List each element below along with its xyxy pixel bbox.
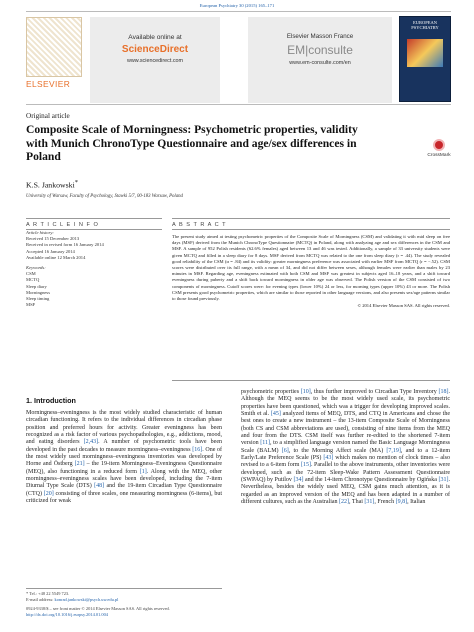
body-text: . Although the MEQ seems to be the most widely used scale, its psychometric properties have been questioned, which was a trigger for developing improved scales. Smith et al. <box>241 389 450 418</box>
body-text: . Parallel to the above instruments, other inventories were developed, such as the 72-item Sleep-Wake Pattern Assessment Questionnaire (SWPAQ) by Putilov <box>241 462 450 484</box>
body-text: consisting of three scales, one measuring morningness (6-items), but criticized for weak <box>26 490 222 505</box>
citation-link[interactable]: [20] <box>43 490 54 497</box>
citation-link[interactable]: [31] <box>438 477 449 484</box>
citation-link[interactable]: [18] <box>438 389 449 395</box>
abstract <box>172 234 450 309</box>
citation-link[interactable]: [11] <box>260 440 271 447</box>
body-text: , French <box>374 499 396 506</box>
article-info-heading: A R T I C L E I N F O <box>26 222 99 228</box>
cover-art <box>407 39 443 67</box>
keyword: MSF <box>26 302 36 308</box>
journal-reference[interactable] <box>0 3 474 8</box>
citation-link[interactable]: [15] <box>300 462 311 469</box>
citation-link[interactable]: [10] <box>300 389 311 395</box>
citation-link[interactable]: [31] <box>364 499 375 506</box>
body-text: , to the Morning Affect scale (MA) <box>288 447 387 454</box>
abstract-copyright: © 2014 Elsevier Masson SAS. All rights reserved. <box>357 303 450 309</box>
body-text: , to a simplified language version named the Basic Language Morningness Scale (BALM) <box>241 440 450 454</box>
divider <box>26 218 162 219</box>
corresponding-author-footnote <box>26 588 222 603</box>
intro-column-right <box>241 389 450 507</box>
em-publisher: Elsevier Masson France <box>286 33 354 40</box>
citation-link[interactable]: [21] <box>74 461 85 468</box>
body-text: and the 19-item Circadian Type Questionnaire (CTQ) <box>26 483 223 497</box>
emconsulte-banner[interactable] <box>248 17 392 103</box>
body-text: . One of the most widely used morningness–eveningness inventories was developed by Horne and Östberg <box>26 446 223 468</box>
citation-link[interactable]: [48] <box>94 483 105 490</box>
author-name: K.S. Jankowski <box>26 180 75 190</box>
body-text: psychometric properties <box>241 389 301 395</box>
sd-available-label: Available online at <box>128 34 182 41</box>
elsevier-wordmark: ELSEVIER <box>26 79 71 89</box>
em-name: EM|consulte <box>287 43 353 57</box>
intro-column-left <box>26 410 222 505</box>
author <box>26 179 78 190</box>
history-online: Available online 12 March 2014 <box>26 254 86 260</box>
body-text: , and to a 12-item Early/Late Preference Scale (PS) <box>241 447 450 462</box>
affiliation: University of Warsaw, Faculty of Psychology, Stawki 5/7, 00-183 Warsaw, Poland <box>26 194 183 199</box>
citation-link[interactable]: [6] <box>281 447 289 454</box>
body-text: , Thai <box>349 499 365 506</box>
keyword: Morningness <box>26 289 50 295</box>
citation-link[interactable]: [43] <box>323 455 334 462</box>
body-text: analyzed items of MEQ, DTS, and CTQ in Americans and chose the best ones to create a new instrument – the 13-item Composite Scale of Morningness (both CS and CSM abbreviations are used), consisting of nine items from the MEQ and four from the DTS. CSM itself was further re-edited to the shortened 7-item version <box>241 411 450 447</box>
keywords-label: Keywords: <box>26 265 46 271</box>
citation-link[interactable]: [45] <box>270 411 281 418</box>
sd-name: ScienceDirect <box>121 44 189 55</box>
journal-header <box>26 11 451 105</box>
body-text: . Nevertheless, besides the widely used MEQ, CSM gains much attention, as it is regarded as an improved version of the MEQ and has been adapted in a number of different cultures, such as the Australian <box>241 477 451 506</box>
body-text: , Italian <box>407 499 426 506</box>
elsevier-logo[interactable] <box>26 17 84 103</box>
citation-link[interactable]: [1] <box>139 468 147 475</box>
citation-link[interactable]: [9,8] <box>395 499 408 506</box>
article-info <box>26 230 162 308</box>
body-text: – the 19-item Morningness–Eveningness Questionnaire (MEQ), also functioning in a reduced form <box>26 461 223 475</box>
divider <box>172 229 450 230</box>
citation-link[interactable]: [34] <box>293 477 304 484</box>
section-heading-introduction: 1. Introduction <box>26 396 76 405</box>
front-matter-line: 0924-9338/$ – see front matter © 2014 Elsevier Masson SAS. All rights reserved. <box>26 606 170 611</box>
body-text: , thus further improved to Circadian Type Inventory <box>310 389 439 395</box>
email-label: E-mail address: <box>26 597 55 602</box>
keyword: Sleep timing <box>26 296 50 302</box>
divider <box>172 380 450 381</box>
keyword: MCTQ <box>26 277 40 283</box>
copyright-footer <box>26 606 226 617</box>
citation-link[interactable]: [2,43] <box>83 439 99 446</box>
divider <box>172 218 450 219</box>
crossmark-label: CrossMark <box>427 153 451 158</box>
author-footnote-mark[interactable]: * <box>74 179 78 186</box>
keyword: CSM <box>26 271 36 277</box>
footnote-email <box>26 597 222 603</box>
journal-cover-image[interactable] <box>399 16 451 102</box>
abstract-heading: A B S T R A C T <box>172 222 227 228</box>
citation-link[interactable]: [16] <box>192 446 203 453</box>
history-revised: Received in revised form 16 January 2014 <box>26 242 104 248</box>
em-url[interactable]: www.em-consulte.com/en <box>289 60 351 66</box>
body-text: and the 14-item Chronotype Questionnaire by Ogińska <box>303 477 439 484</box>
citation-link[interactable]: [7,19] <box>386 447 401 454</box>
body-text: Morningness–eveningness is the most widely studied characteristic of human circadian functioning. It refers to the individual differences in circadian phase position and preferred hours for activity. Greater eveningness has been recognized as a risk factor of various psychopathologies, e.g., addictions, mood, and eating disorders <box>26 410 222 446</box>
body-text: . A number of psychometric tools have been developed in the past decades to measure morningness–eveningness <box>26 439 222 453</box>
history-accepted: Accepted 16 January 2014 <box>26 248 75 254</box>
keyword: Sleep diary <box>26 283 47 289</box>
crossmark-icon <box>433 139 445 151</box>
doi-link[interactable]: http://dx.doi.org/10.1016/j.eurpsy.2014.01.004 <box>26 611 108 617</box>
citation-link[interactable]: [22] <box>339 499 350 506</box>
history-received: Received 15 December 2013 <box>26 236 80 242</box>
article-title: Composite Scale of Morningness: Psychometric properties, validity with Munich ChronoType Questionnaire and age/sex differences in Poland <box>26 123 358 163</box>
history-label: Article history: <box>26 230 54 235</box>
footnote-tel: * Tel.: +48 22 5549 723. <box>26 591 70 596</box>
sciencedirect-banner[interactable] <box>90 17 220 103</box>
body-text: . Along with the MEQ, other morningness–eveningness scales have been developed, including the 7-item Diurnal Type Scale (DTS) <box>26 468 223 490</box>
email-link[interactable]: konrad.jankowski@psych.uw.edu.pl <box>54 597 119 602</box>
abstract-text: The present study aimed at testing psychometric properties of the Composite Scale of Morningness (CSM) and validating it with mid sleep on free days (MSF) derived from the Munich ChronoType Questionnaire (MCTQ) in Poland, along with analyzing age and sex differences in the CSM and MSF. A sample of 952 Polish residents (62.6% females) aged between 13 and 46 was tested. Additionally, a sample of 33 university students were given MCTQ and filled in a sleep diary for 8 days. MSF derived from MCTQ was related to the one from sleep diary (r = .44). The study revealed good reliability of the CSM (α = .84) and its validity: greater morningness preference was associated with earlier MSF from MCTQ (r = −.52). CSM scores were distributed over its full range, with a mean of 34, and did not differ between sexes, although females were earlier than males by 23 minutes in MSF. Regarding age, eveningness estimated with both CSM and MSF was greatest in subjects aged 16–18 years, and a shift toward eveningness during puberty and a shift back toward morningness in older age was observed. The Polish version of the CSM consisted of two components of morningness. Cutoff scores were: for evening types (lower 10%) 24 or less, for morning types (upper 10%) 43 or more. The Polish CSM presents good psychometric properties, which are similar to those reported in other language versions, and also presents sex/age patterns similar to those found previously. <box>172 234 450 302</box>
elsevier-tree-icon <box>26 17 82 77</box>
article-type: Original article <box>26 112 70 120</box>
body-text: which makes no mention of clock times – also revised to a 6-item form <box>241 455 450 469</box>
sd-url[interactable]: www.sciencedirect.com <box>126 58 184 64</box>
journal-reference-link[interactable]: European Psychiatry 30 (2015) 165–171 <box>199 3 275 8</box>
cover-title: EUROPEAN PSYCHIATRY <box>411 20 439 30</box>
crossmark-badge[interactable] <box>424 139 454 158</box>
